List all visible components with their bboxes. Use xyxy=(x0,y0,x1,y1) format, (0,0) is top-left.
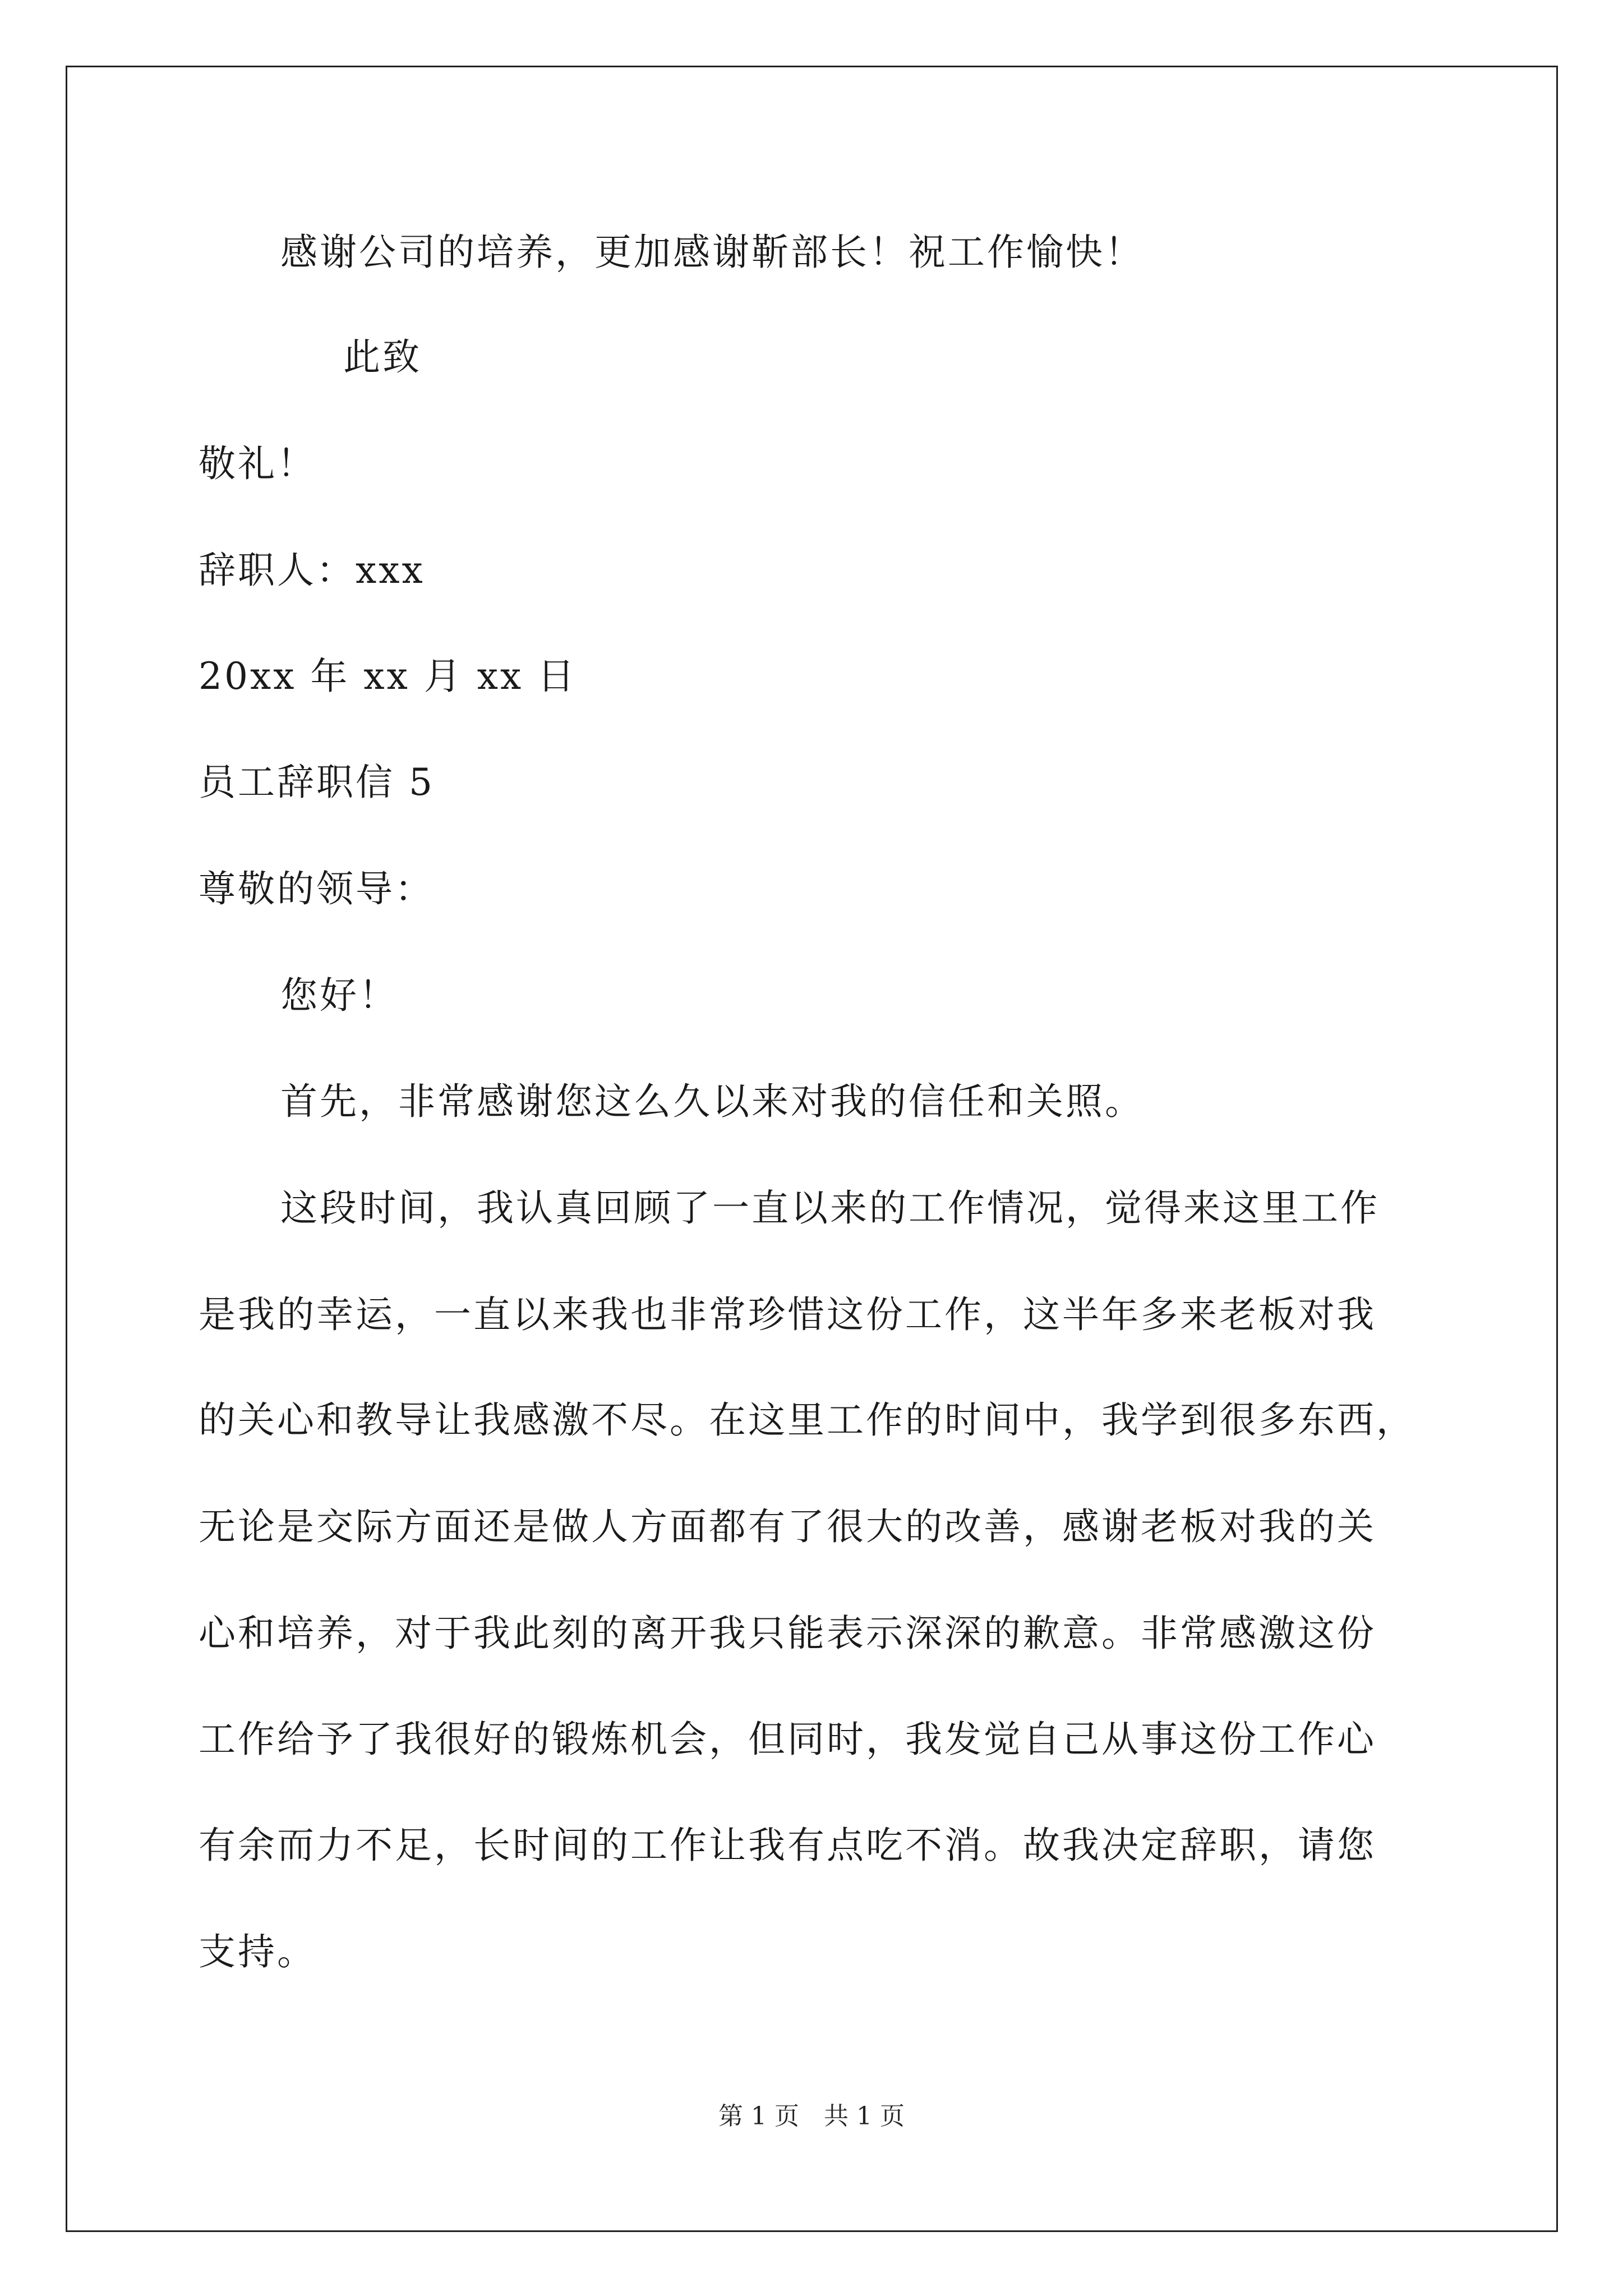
paragraph-line-6: 心和培养，对于我此刻的离开我只能表示深深的歉意。非常感激这份 xyxy=(199,1612,1376,1655)
hello-line: 您好！ xyxy=(280,974,398,1017)
paragraph-line-4: 的关心和教导让我感激不尽。在这里工作的时间中，我学到很多东西， xyxy=(199,1398,1415,1442)
closing-thanks-line: 感谢公司的培养，更加感谢靳部长！祝工作愉快！ xyxy=(280,231,1144,274)
letter-heading: 员工辞职信 5 xyxy=(199,761,435,804)
page-number-footer: 第 1 页 共 1 页 xyxy=(718,2102,905,2131)
page-border xyxy=(66,66,1558,2232)
resigner-line: 辞职人：xxx xyxy=(199,549,425,592)
paragraph-line-3: 是我的幸运，一直以来我也非常珍惜这份工作，这半年多来老板对我 xyxy=(199,1293,1376,1336)
salutation-jingli: 敬礼！ xyxy=(199,442,316,485)
paragraph-line-1: 首先，非常感谢您这么久以来对我的信任和关照。 xyxy=(280,1080,1144,1123)
salutation-cizhi: 此致 xyxy=(343,335,422,379)
paragraph-line-2: 这段时间，我认真回顾了一直以来的工作情况，觉得来这里工作 xyxy=(280,1186,1380,1230)
paragraph-line-5: 无论是交际方面还是做人方面都有了很大的改善，感谢老板对我的关 xyxy=(199,1505,1376,1548)
date-line: 20xx 年 xx 月 xx 日 xyxy=(199,655,577,698)
paragraph-line-9: 支持。 xyxy=(199,1930,316,1973)
greeting-line: 尊敬的领导： xyxy=(199,867,434,910)
paragraph-line-8: 有余而力不足，长时间的工作让我有点吃不消。故我决定辞职，请您 xyxy=(199,1824,1376,1867)
paragraph-line-7: 工作给予了我很好的锻炼机会，但同时，我发觉自己从事这份工作心 xyxy=(199,1718,1376,1761)
